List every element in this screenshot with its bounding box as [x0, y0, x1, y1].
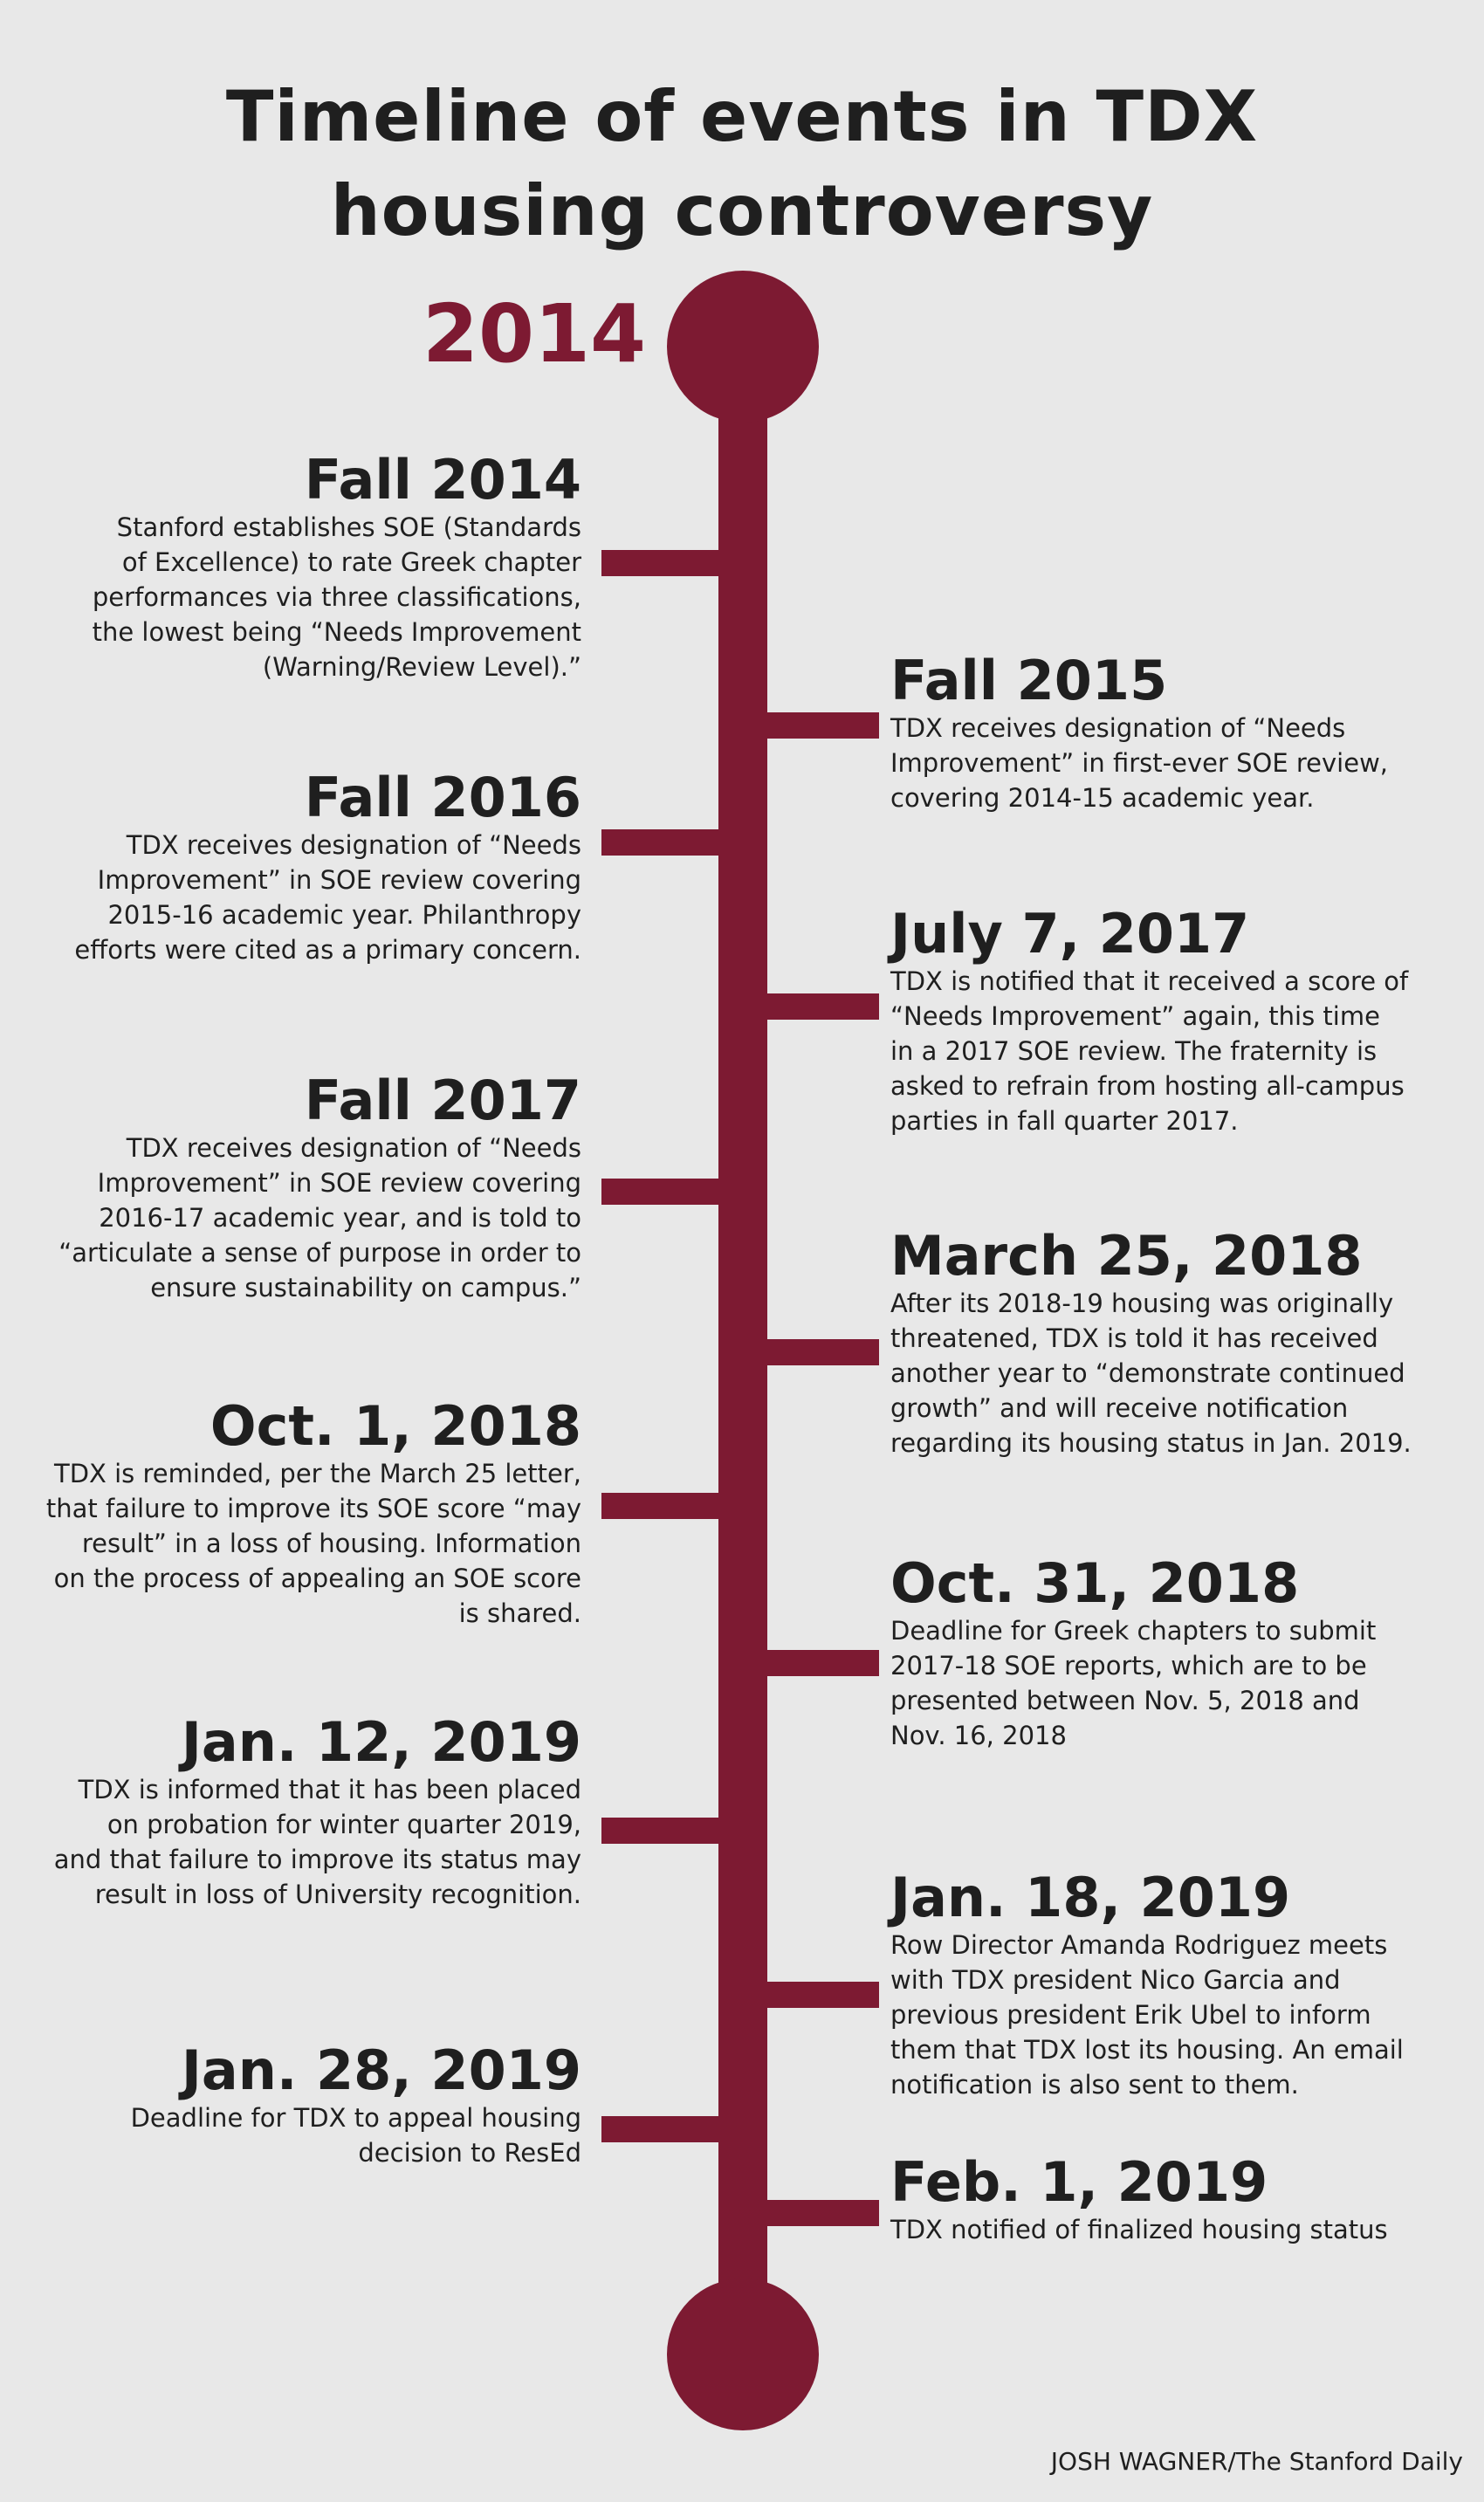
event-description: TDX is reminded, per the March 25 letter, that failure to improve its SOE score “may result” in a loss of housing. Information on the process of appealing an SOE score is shared. [45, 1459, 581, 1628]
event-feb-1-2019 [890, 2150, 1467, 2247]
connector-fall-2017 [601, 1179, 724, 1205]
event-fall-2015 [890, 651, 1467, 815]
event-date: Fall 2014 [304, 448, 581, 512]
event-date: Oct. 1, 2018 [210, 1394, 581, 1458]
connector-fall-2014 [601, 550, 724, 576]
event-description: TDX is informed that it has been placed on probation for winter quarter 2019, and that failure to improve its status may result in loss of University recognition. [53, 1775, 581, 1909]
event-date: Jan. 18, 2019 [890, 1866, 1291, 1929]
event-date: Fall 2016 [304, 766, 581, 829]
connector-jan-28-2019 [601, 2116, 724, 2142]
event-oct-31-2018 [890, 1551, 1467, 1753]
event-description: After its 2018-19 housing was originally threatened, TDX is told it has received another year to “demonstrate continued growth” and will receive notification regarding its housing status in Jan. 2019. [890, 1289, 1412, 1458]
event-date: Jan. 12, 2019 [181, 1710, 581, 1774]
connector-fall-2015 [762, 712, 879, 739]
event-description: Deadline for TDX to appeal housing decision to ResEd [130, 2103, 581, 2168]
connector-july-7-2017 [762, 993, 879, 1020]
event-date: Oct. 31, 2018 [890, 1551, 1300, 1615]
event-description: TDX notified of finalized housing status [890, 2215, 1388, 2244]
event-date: March 25, 2018 [890, 1224, 1363, 1288]
event-description: TDX receives designation of “Needs Improvement” in SOE review covering 2016-17 academic year, and is told to “articulate a sense of purpose in order to ensure sustainability on campus.” [58, 1133, 581, 1303]
title-line-1: Timeline of events in TDX [225, 76, 1259, 157]
event-jan-12-2019 [5, 1710, 581, 1912]
event-fall-2016 [5, 768, 581, 967]
event-date: Jan. 28, 2019 [181, 2038, 581, 2102]
infographic-title [0, 70, 1484, 258]
event-description: Stanford establishes SOE (Standards of Excellence) to rate Greek chapter performances via three classifications, the lowest being “Needs Improvement (Warning/Review Level).” [92, 512, 581, 682]
event-description: TDX is notified that it received a score of “Needs Improvement” again, this time in a 2017 SOE review. The fraternity is asked to refrain from hosting all-campus parties in fall quarter 2017. [890, 966, 1409, 1136]
event-description: Deadline for Greek chapters to submit 2017-18 SOE reports, which are to be presented between Nov. 5, 2018 and Nov. 16, 2018 [890, 1616, 1377, 1750]
timeline-end-node [667, 2279, 819, 2430]
event-date: July 7, 2017 [890, 902, 1250, 966]
event-date: Fall 2017 [304, 1069, 581, 1132]
photo-credit: JOSH WAGNER/The Stanford Daily [1050, 2447, 1463, 2476]
event-date: Feb. 1, 2019 [890, 2150, 1268, 2214]
connector-march-25-2018 [762, 1339, 879, 1365]
title-line-2: housing controversy [330, 170, 1154, 251]
event-jan-18-2019 [890, 1868, 1467, 2102]
event-description: TDX receives designation of “Needs Improvement” in first-ever SOE review, covering 2014-15 academic year. [890, 713, 1389, 813]
connector-oct-31-2018 [762, 1650, 879, 1676]
event-description: TDX receives designation of “Needs Improvement” in SOE review covering 2015-16 academic year. Philanthropy efforts were cited as a primary concern. [74, 830, 581, 965]
timeline-start-node [667, 271, 819, 423]
event-jan-28-2019 [5, 2038, 581, 2170]
event-march-25-2018 [890, 1224, 1467, 1461]
event-oct-1-2018 [5, 1394, 581, 1631]
event-july-7-2017 [890, 904, 1467, 1138]
connector-oct-1-2018 [601, 1493, 724, 1519]
event-date: Fall 2015 [890, 649, 1168, 712]
timeline-spine [718, 349, 767, 2375]
event-fall-2017 [5, 1071, 581, 1305]
event-fall-2014 [5, 450, 581, 684]
event-description: Row Director Amanda Rodriguez meets with TDX president Nico Garcia and previous president Erik Ubel to inform them that TDX lost its housing. An email notification is also sent to them. [890, 1930, 1404, 2100]
connector-jan-18-2019 [762, 1982, 879, 2008]
connector-fall-2016 [601, 829, 724, 856]
connector-feb-1-2019 [762, 2200, 879, 2226]
connector-jan-12-2019 [601, 1818, 724, 1844]
year-label: 2014 [422, 287, 646, 381]
